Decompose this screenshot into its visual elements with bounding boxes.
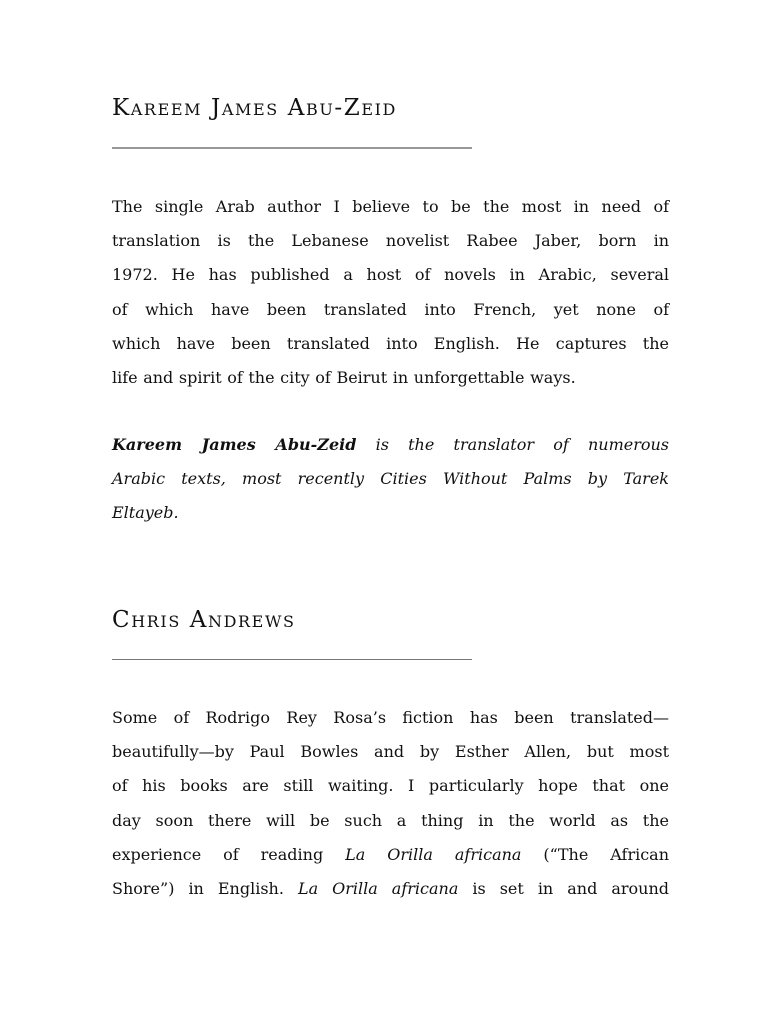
bio-name: Kareem James Abu-Zeid bbox=[112, 435, 357, 454]
text-line: Some of Rodrigo Rey Rosa’s fiction has been translated— bbox=[112, 708, 669, 727]
heading-divider bbox=[112, 147, 472, 149]
text-line: The single Arab author I believe to be the most in need of bbox=[112, 197, 669, 216]
text-line: life and spirit of the city of Beirut in unforgettable ways. bbox=[112, 367, 576, 387]
translator-statement bbox=[112, 701, 669, 906]
book-title: La Orilla africana bbox=[345, 844, 522, 864]
text-segment: Shore”) in English. bbox=[112, 878, 298, 898]
text-line: beautifully—by Paul Bowles and by Esther Allen, but most bbox=[112, 742, 669, 762]
text-line bbox=[112, 872, 669, 906]
book-title: La Orilla africana bbox=[297, 878, 459, 898]
bio-line bbox=[112, 428, 669, 462]
bio-line: Arabic texts, most recently Cities Without Palms by Tarek bbox=[112, 469, 669, 489]
bio-text: is the translator of numerous bbox=[356, 435, 670, 454]
text-line: of his books are still waiting. I particularly hope that one bbox=[112, 776, 669, 796]
text-segment: is set in and around bbox=[458, 878, 670, 898]
heading-divider bbox=[112, 659, 472, 660]
section-heading-kareem: Kareem James Abu-Zeid bbox=[112, 95, 397, 121]
translator-statement bbox=[112, 190, 669, 395]
text-line: 1972. He has published a host of novels in Arabic, several bbox=[112, 265, 669, 285]
section-heading-chris: Chris Andrews bbox=[112, 607, 296, 633]
text-line: of which have been translated into French, yet none of bbox=[112, 299, 669, 319]
translator-bio bbox=[112, 428, 669, 531]
text-line: day soon there will be such a thing in the world as the bbox=[112, 810, 669, 830]
bio-line: Eltayeb. bbox=[112, 503, 179, 523]
text-line bbox=[112, 838, 669, 872]
text-line: which have been translated into English. He captures the bbox=[112, 333, 669, 353]
text-segment: experience of reading bbox=[112, 844, 346, 864]
text-line: translation is the Lebanese novelist Rabee Jaber, born in bbox=[112, 231, 669, 251]
text-segment: (“The African bbox=[521, 844, 670, 864]
